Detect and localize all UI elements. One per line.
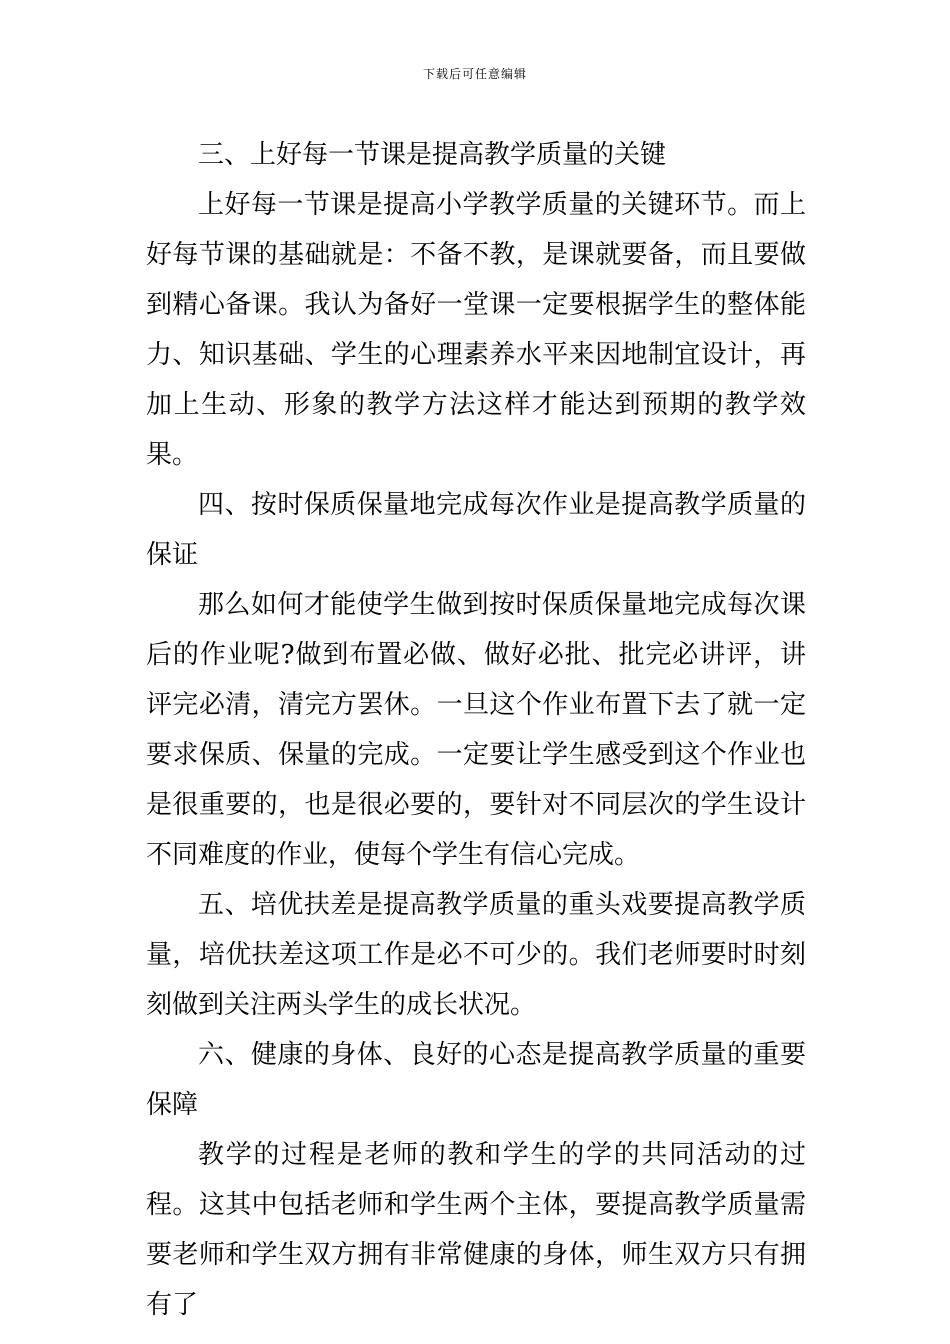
section-heading-5: 五、培优扶差是提高教学质量的重头戏要提高教学质量，培优扶差这项工作是必不可少的。我们老师要时时刻刻做到关注两头学生的成长状况。 bbox=[146, 890, 806, 1020]
body-paragraph: 上好每一节课是提高小学教学质量的关键环节。而上好每节课的基础就是：不备不教，是课就要备，而且要做到精心备课。我认为备好一堂课一定要根据学生的整体能力、知识基础、学生的心理素养水平来因地制宜设计，再加上生动、形象的教学方法这样才能达到预期的教学效果。 bbox=[146, 190, 806, 470]
page-header: 下载后可任意编辑 bbox=[422, 67, 527, 81]
section-heading-4: 四、按时保质保量地完成每次作业是提高教学质量的保证 bbox=[146, 490, 806, 570]
section-heading-3: 三、上好每一节课是提高教学质量的关键 bbox=[198, 140, 667, 170]
section-heading-6: 六、健康的身体、良好的心态是提高教学质量的重要保障 bbox=[146, 1040, 806, 1120]
body-paragraph: 那么如何才能使学生做到按时保质保量地完成每次课后的作业呢?做到布置必做、做好必批、批完必讲评，讲评完必清，清完方罢休。一旦这个作业布置下去了就一定要求保质、保量的完成。一定要让学生感受到这个作业也是很重要的，也是很必要的，要针对不同层次的学生设计不同难度的作业，使每个学生有信心完成。 bbox=[146, 590, 806, 870]
document-body bbox=[146, 130, 806, 1330]
body-paragraph: 教学的过程是老师的教和学生的学的共同活动的过程。这其中包括老师和学生两个主体，要提高教学质量需要老师和学生双方拥有非常健康的身体，师生双方只有拥有了 bbox=[146, 1140, 806, 1320]
